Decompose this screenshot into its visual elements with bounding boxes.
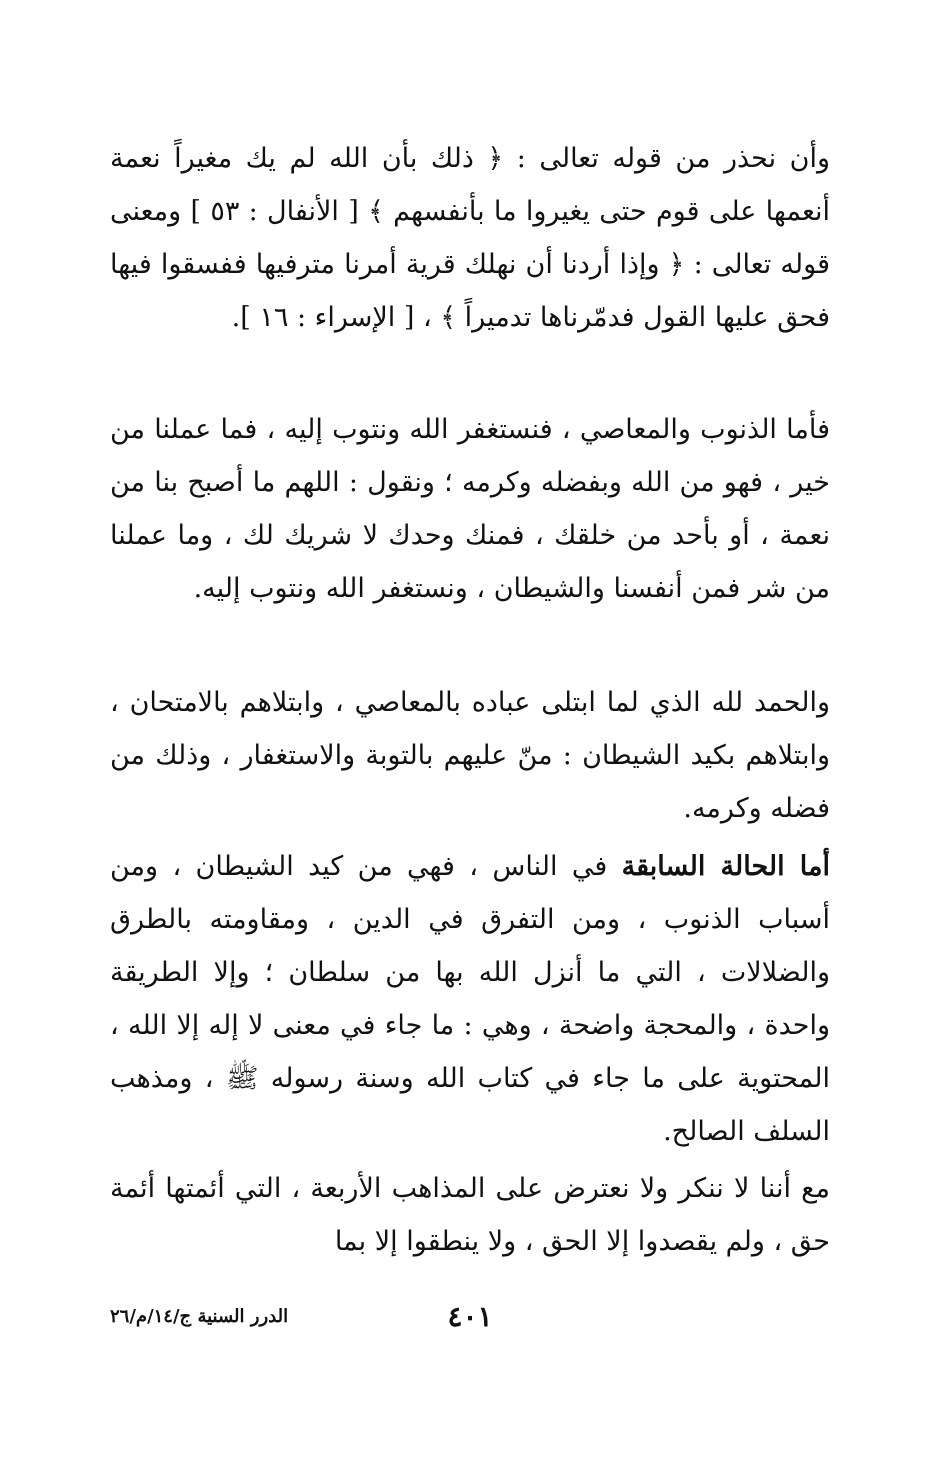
paragraph-2 [110, 403, 830, 615]
source-reference: الدرر السنية ج/١٤/م/٢٦ [110, 1306, 289, 1327]
paragraph-4-text: في الناس ، فهي من كيد الشيطان ، ومن أسباب الذنوب ، ومن التفرق في الدين ، ومقاومته بالطرق والضلالات ، التي ما أنزل الله بها من سلطان ؛ وإلا الطريقة واحدة ، والمحجة واضحة ، وهي : ما جاء في معنى لا إله إلا الله ، المحتوية على ما جاء في كتاب الله وسنة رسوله ﷺ ، ومذهب السلف الصالح. [110, 851, 830, 1147]
page-footer [110, 1300, 830, 1340]
paragraph-4 [110, 840, 830, 1158]
page-number: ٤٠١ [447, 1300, 493, 1333]
paragraph-4-bold-lead: أما الحالة السابقة [621, 851, 830, 882]
paragraph-1 [110, 132, 830, 344]
paragraph-2-text: فأما الذنوب والمعاصي ، فنستغفر الله ونتوب إليه ، فما عملنا من خير ، فهو من الله وبفضله وكرمه ؛ ونقول : اللهم ما أصبح بنا من نعمة ، أو بأحد من خلقك ، فمنك وحدك لا شريك لك ، وما عملنا من شر فمن أنفسنا والشيطان ، ونستغفر الله ونتوب إليه. [110, 414, 830, 604]
paragraph-3-text: والحمد لله الذي لما ابتلى عباده بالمعاصي ، وابتلاهم بالامتحان ، وابتلاهم بكيد الشيطان : منّ عليهم بالتوبة والاستغفار ، وذلك من فضله وكرمه. [110, 687, 830, 824]
paragraph-1-text: وأن نحذر من قوله تعالى : ﴿ ذلك بأن الله لم يك مغيراً نعمة أنعمها على قوم حتى يغيروا ما بأنفسهم ﴾ [ الأنفال : ٥٣ ] ومعنى قوله تعالى : ﴿ وإذا أردنا أن نهلك قرية أمرنا مترفيها ففسقوا فيها فحق عليها القول فدمّرناها تدميراً ﴾ ، [ الإسراء : ١٦ ]. [110, 143, 830, 333]
paragraph-3 [110, 676, 830, 835]
paragraph-5 [110, 1162, 830, 1268]
paragraph-5-text: مع أننا لا ننكر ولا نعترض على المذاهب الأربعة ، التي أئمتها أئمة حق ، ولم يقصدوا إلا الحق ، ولا ينطقوا إلا بما [110, 1173, 830, 1257]
